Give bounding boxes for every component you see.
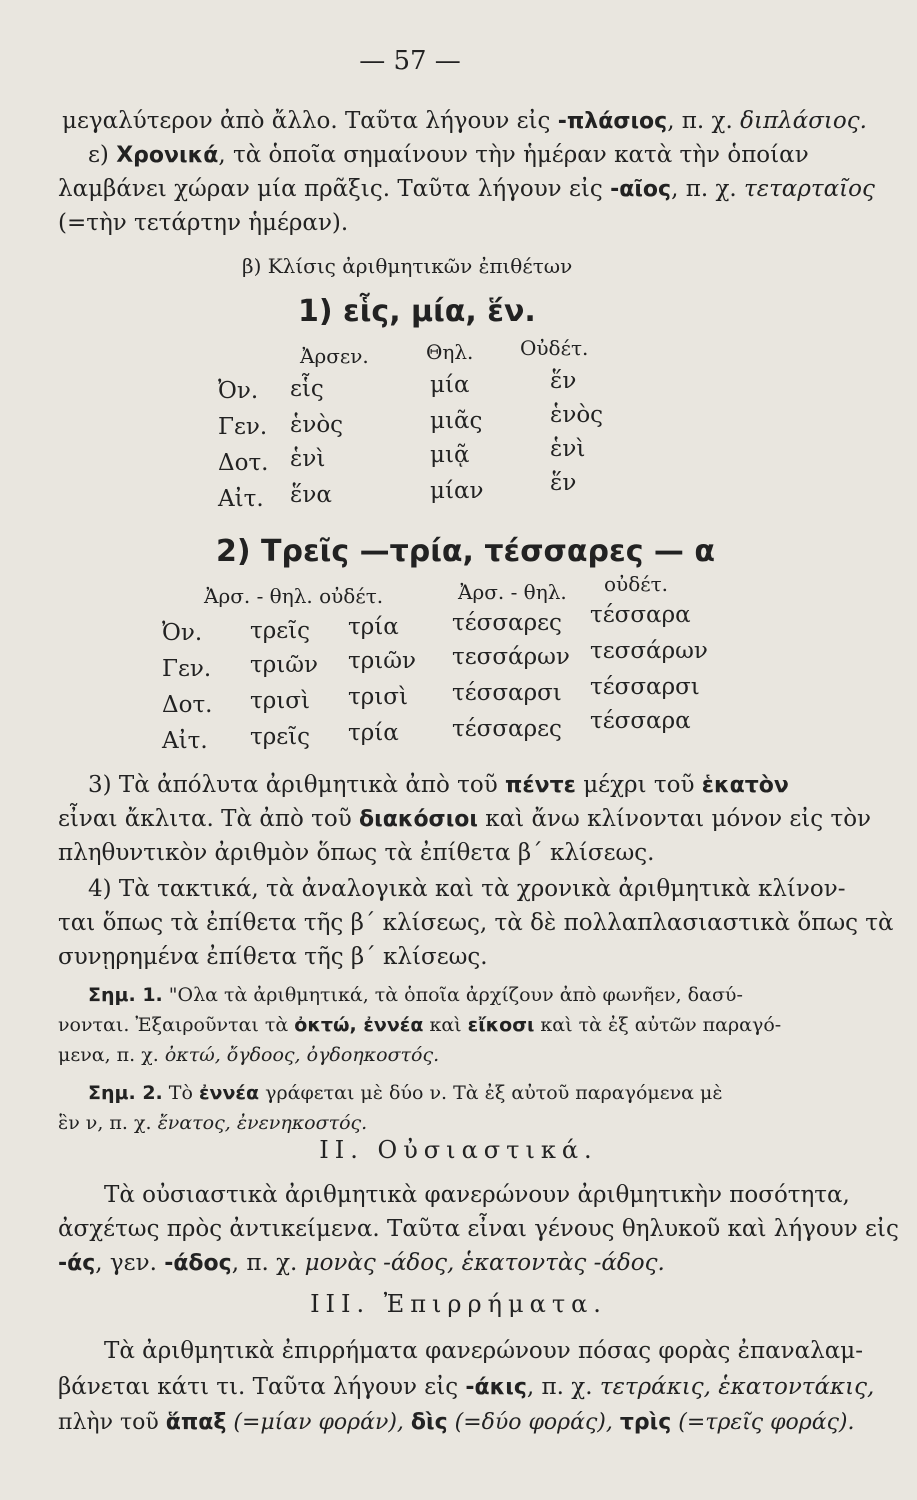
note1-line-2 <box>58 1010 858 1040</box>
intro-text: , π. χ. <box>667 108 741 134</box>
term-ekaton: ἑκατὸν <box>701 773 789 798</box>
suffix-plasios: -πλάσιος <box>557 109 668 134</box>
note2-text: Τὸ <box>162 1082 199 1104</box>
table1-cell: ἑνὸς <box>550 402 604 428</box>
table2-header-2: Ἀρσ. - θηλ. <box>458 580 567 604</box>
table1-header-masc: Ἀρσεν. <box>300 344 369 368</box>
table2-cell: τέσσαρες <box>452 716 562 742</box>
table1-case: Δοτ. <box>218 450 269 476</box>
p3-text: εἶναι ἄκλιτα. Τὰ ἀπὸ τοῦ <box>58 806 360 832</box>
table1-title: 1) εἷς, μία, ἕν. <box>298 294 536 329</box>
table2-cell: τεσσάρων <box>452 644 570 670</box>
example-tetartaios: τεταρταῖος <box>744 176 875 202</box>
p3-text: μέχρι τοῦ <box>575 772 702 798</box>
sec2-line-1: Τὰ οὐσιαστικὰ ἀριθμητικὰ φανερώνουν ἀριθμητικὴν ποσότητα, <box>104 1182 850 1208</box>
term-ennea: ἐννέα <box>198 1082 260 1104</box>
note2-line-2 <box>58 1108 858 1138</box>
sec3-gloss: (=μίαν φοράν), <box>226 1410 411 1435</box>
sec3-gloss: (=τρεῖς φοράς). <box>671 1410 855 1435</box>
suffix-as: -άς <box>58 1251 96 1276</box>
note1-text: καὶ <box>423 1014 468 1036</box>
suffix-akis: -άκις <box>465 1375 527 1400</box>
note2-label: Σημ. 2. <box>88 1082 163 1104</box>
section-3-title: ΙΙΙ. Ἐπιρρήματα. <box>310 1290 607 1318</box>
sec3-line-1: Τὰ ἀριθμητικὰ ἐπιρρήματα φανερώνουν πόσας φορὰς ἐπαναλαμ- <box>104 1338 863 1364</box>
table2-cell: τριῶν <box>348 648 417 674</box>
intro-line-1 <box>62 106 867 137</box>
note1-line-1 <box>88 980 888 1010</box>
sec3-text: πλὴν τοῦ <box>58 1410 166 1435</box>
intro-line-4: (=τὴν τετάρτην ἡμέραν). <box>58 210 349 236</box>
intro-line-3 <box>58 174 875 205</box>
suffix-ados: -άδος <box>164 1251 232 1276</box>
table1-cell: μιᾷ <box>430 442 470 468</box>
sec2-text: , γεν. <box>95 1250 165 1276</box>
table2-cell: τρία <box>348 720 399 746</box>
table2-cell: τριῶν <box>250 652 319 678</box>
table1-header-fem: Θηλ. <box>426 340 474 364</box>
table1-cell: μία <box>430 372 470 398</box>
term-apax: ἅπαξ <box>165 1410 227 1435</box>
table2-cell: τέσσαρσι <box>452 680 562 706</box>
term-diakosioi: διακόσιοι <box>359 807 478 832</box>
note1-text: μενα, π. χ. <box>58 1044 165 1066</box>
intro-text: ε) <box>88 142 117 168</box>
table1-case: Γεν. <box>218 414 268 440</box>
table1-cell: μίαν <box>430 478 484 504</box>
p3-line-1 <box>88 770 888 801</box>
table1-header-neut: Οὐδέτ. <box>520 336 589 360</box>
term-dis: δὶς <box>410 1410 448 1435</box>
table2-cell: τέσσαρα <box>590 708 691 734</box>
term-okto-ennea: ὀκτώ, ἐννέα <box>294 1014 424 1036</box>
p3-line-2 <box>58 804 872 835</box>
table1-cell: ἑνὶ <box>550 436 586 462</box>
term-eikosi: εἴκοσι <box>467 1014 535 1036</box>
table1-cell: εἷς <box>290 376 324 402</box>
table2-cell: τέσσαρες <box>452 610 562 636</box>
sec3-gloss: (=δύο φοράς), <box>447 1410 620 1435</box>
table2-case: Ὀν. <box>162 620 203 646</box>
sec3-text: , π. χ. <box>526 1374 600 1400</box>
intro-line-2 <box>88 140 888 171</box>
note1-line-3 <box>58 1040 858 1070</box>
table2-cell: τρισὶ <box>348 684 408 710</box>
p4-line-3: συνῃρημένα ἐπίθετα τῆς β΄ κλίσεως. <box>58 944 488 970</box>
p3-text: καὶ ἄνω κλίνονται μόνον εἰς τὸν <box>477 806 872 832</box>
note1-label: Σημ. 1. <box>88 984 163 1006</box>
intro-text: μεγαλύτερον ἀπὸ ἄλλο. Ταῦτα λήγουν εἰς <box>62 108 558 134</box>
note2-text: ἓν ν, π. χ. <box>58 1112 158 1134</box>
sec2-line-3 <box>58 1248 858 1279</box>
table1-cell: ἕν <box>550 470 577 496</box>
term-pente: πέντε <box>505 773 576 798</box>
table1-cell: ἕν <box>550 368 577 394</box>
table2-title: 2) Τρεῖς —τρία, τέσσαρες — α <box>216 534 715 569</box>
table2-case: Γεν. <box>162 656 212 682</box>
page-number: — 57 — <box>359 46 461 76</box>
table2-cell: τρία <box>348 614 399 640</box>
table2-cell: τρισὶ <box>250 688 310 714</box>
sec3-line-2 <box>58 1372 875 1403</box>
intro-text: λαμβάνει χώραν μία πρᾶξις. Ταῦτα λήγουν εἰς <box>58 176 611 202</box>
table1-cell: ἑνὸς <box>290 412 344 438</box>
term-tris: τρὶς <box>619 1410 672 1435</box>
table2-case: Δοτ. <box>162 692 213 718</box>
table2-cell: τέσσαρα <box>590 602 691 628</box>
table1-cell: ἕνα <box>290 482 332 508</box>
suffix-aios: -αῖος <box>610 177 672 202</box>
note1-example: ὀκτώ, ὄγδοος, ὀγδοηκοστός. <box>164 1044 440 1066</box>
beta-heading: β) Κλίσις ἀριθμητικῶν ἐπιθέτων <box>242 254 573 278</box>
note2-text: γράφεται μὲ δύο ν. Τὰ ἐξ αὐτοῦ παραγόμενα μὲ <box>259 1082 723 1104</box>
table1-case: Αἰτ. <box>218 486 264 512</box>
section-2-title: ΙΙ. Οὐσιαστικά. <box>319 1136 598 1164</box>
note2-example: ἔνατος, ἐνενηκοστός. <box>157 1112 368 1134</box>
sec2-text: , π. χ. <box>231 1250 305 1276</box>
p3-text: 3) Τὰ ἀπόλυτα ἀριθμητικὰ ἀπὸ τοῦ <box>88 772 505 798</box>
p3-line-3: πληθυντικὸν ἀριθμὸν ὅπως τὰ ἐπίθετα β΄ κλίσεως. <box>58 840 655 866</box>
table1-cell: ἑνὶ <box>290 446 326 472</box>
term-chronika: Χρονικά <box>116 143 219 168</box>
table2-case: Αἰτ. <box>162 728 208 754</box>
table2-header-1: Ἀρσ. - θηλ. οὐδέτ. <box>204 584 384 608</box>
table2-header-3: οὐδέτ. <box>604 572 669 596</box>
example-diplasios: διπλάσιος. <box>740 108 867 134</box>
sec2-line-2: ἀσχέτως πρὸς ἀντικείμενα. Ταῦτα εἶναι γένους θηλυκοῦ καὶ λήγουν εἰς <box>58 1216 899 1242</box>
table1-case: Ὀν. <box>218 378 259 404</box>
note2-line-1 <box>88 1078 888 1108</box>
table2-cell: τρεῖς <box>250 724 311 750</box>
sec3-example: τετράκις, ἑκατοντάκις, <box>599 1374 875 1400</box>
intro-text: , π. χ. <box>671 176 744 202</box>
table2-cell: τρεῖς <box>250 618 311 644</box>
note1-text: "Ολα τὰ ἀριθμητικά, τὰ ὁποῖα ἀρχίζουν ἀπὸ φωνῆεν, δασύ- <box>162 984 743 1006</box>
table2-cell: τεσσάρων <box>590 638 708 664</box>
note1-text: καὶ τὰ ἐξ αὐτῶν παραγό- <box>534 1014 782 1036</box>
intro-text: , τὰ ὁποῖα σημαίνουν τὴν ἡμέραν κατὰ τὴν ὁποίαν <box>218 142 809 168</box>
table1-cell: μιᾶς <box>430 408 483 434</box>
sec2-example: μονὰς -άδος, ἑκατοντὰς -άδος. <box>304 1250 665 1276</box>
sec3-text: βάνεται κάτι τι. Ταῦτα λήγουν εἰς <box>58 1374 466 1400</box>
note1-text: νονται. Ἐξαιροῦνται τὰ <box>58 1014 295 1036</box>
p4-line-1: 4) Τὰ τακτικά, τὰ ἀναλογικὰ καὶ τὰ χρονικὰ ἀριθμητικὰ κλίνον- <box>88 876 846 902</box>
sec3-line-3 <box>58 1408 858 1438</box>
table2-cell: τέσσαρσι <box>590 674 700 700</box>
p4-line-2: ται ὅπως τὰ ἐπίθετα τῆς β΄ κλίσεως, τὰ δὲ πολλαπλασιαστικὰ ὅπως τὰ <box>58 910 894 936</box>
